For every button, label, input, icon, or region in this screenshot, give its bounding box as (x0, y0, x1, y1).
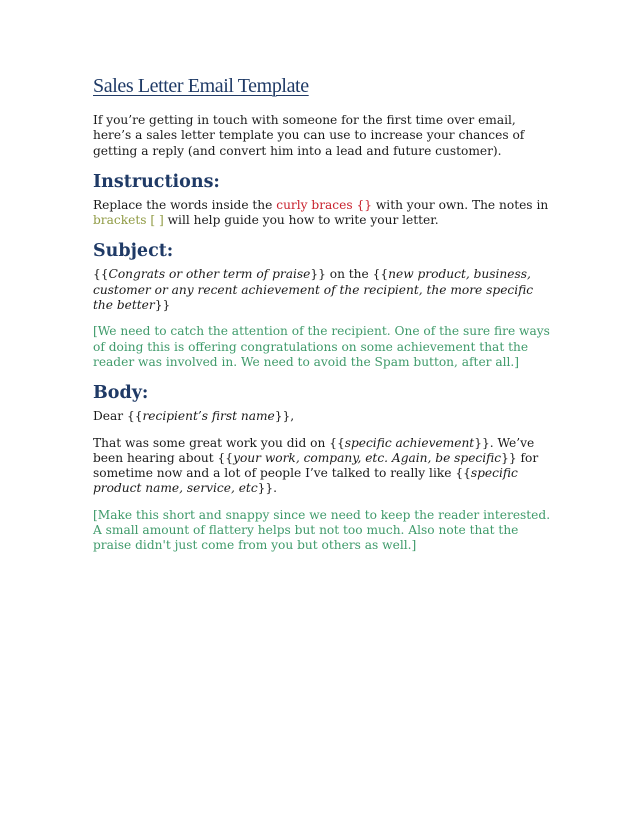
salutation: Dear {{recipient’s first name}}, (93, 409, 295, 424)
instructions-heading: Instructions: (93, 171, 220, 192)
document-title: Sales Letter Email Template (93, 75, 309, 97)
brackets-label: brackets [ ] (93, 213, 164, 228)
body-paragraph: That was some great work you did on {{specific achievement}}. We’ve been hearing about {{your work, company, etc. Again, be specific}} for sometime now and a lot of people I’ve talked to really like {{specific product name, service, etc}}. (93, 435, 539, 496)
curly-braces-label: curly braces {} (276, 197, 372, 212)
body-note: [Make this short and snappy since we need to keep the reader interested. A small amount of flattery helps but not too much. Also note that the praise didn't just come from you but others as well.] (93, 507, 551, 553)
subject-heading: Subject: (93, 241, 174, 262)
instructions-paragraph: Replace the words inside the curly braces {} with your own. The notes in brackets [ ] will help guide you how to write your letter. (93, 197, 549, 228)
intro-paragraph: If you’re getting in touch with someone for the first time over email, here’s a sales letter template you can use to increase your chances of getting a reply (and convert him into a lead and future customer). (93, 113, 525, 158)
subject-line: {{Congrats or other term of praise}} on the {{new product, business, customer or any recent achievement of the recipient, the more specific the better}} (93, 267, 534, 313)
subject-note: [We need to catch the attention of the recipient. One of the sure fire ways of doing this is offering congratulations on some achievement that the reader was involved in. We need to avoid the Spam button, after all.] (93, 324, 550, 369)
document-page (93, 74, 553, 554)
body-heading: Body: (93, 383, 149, 404)
